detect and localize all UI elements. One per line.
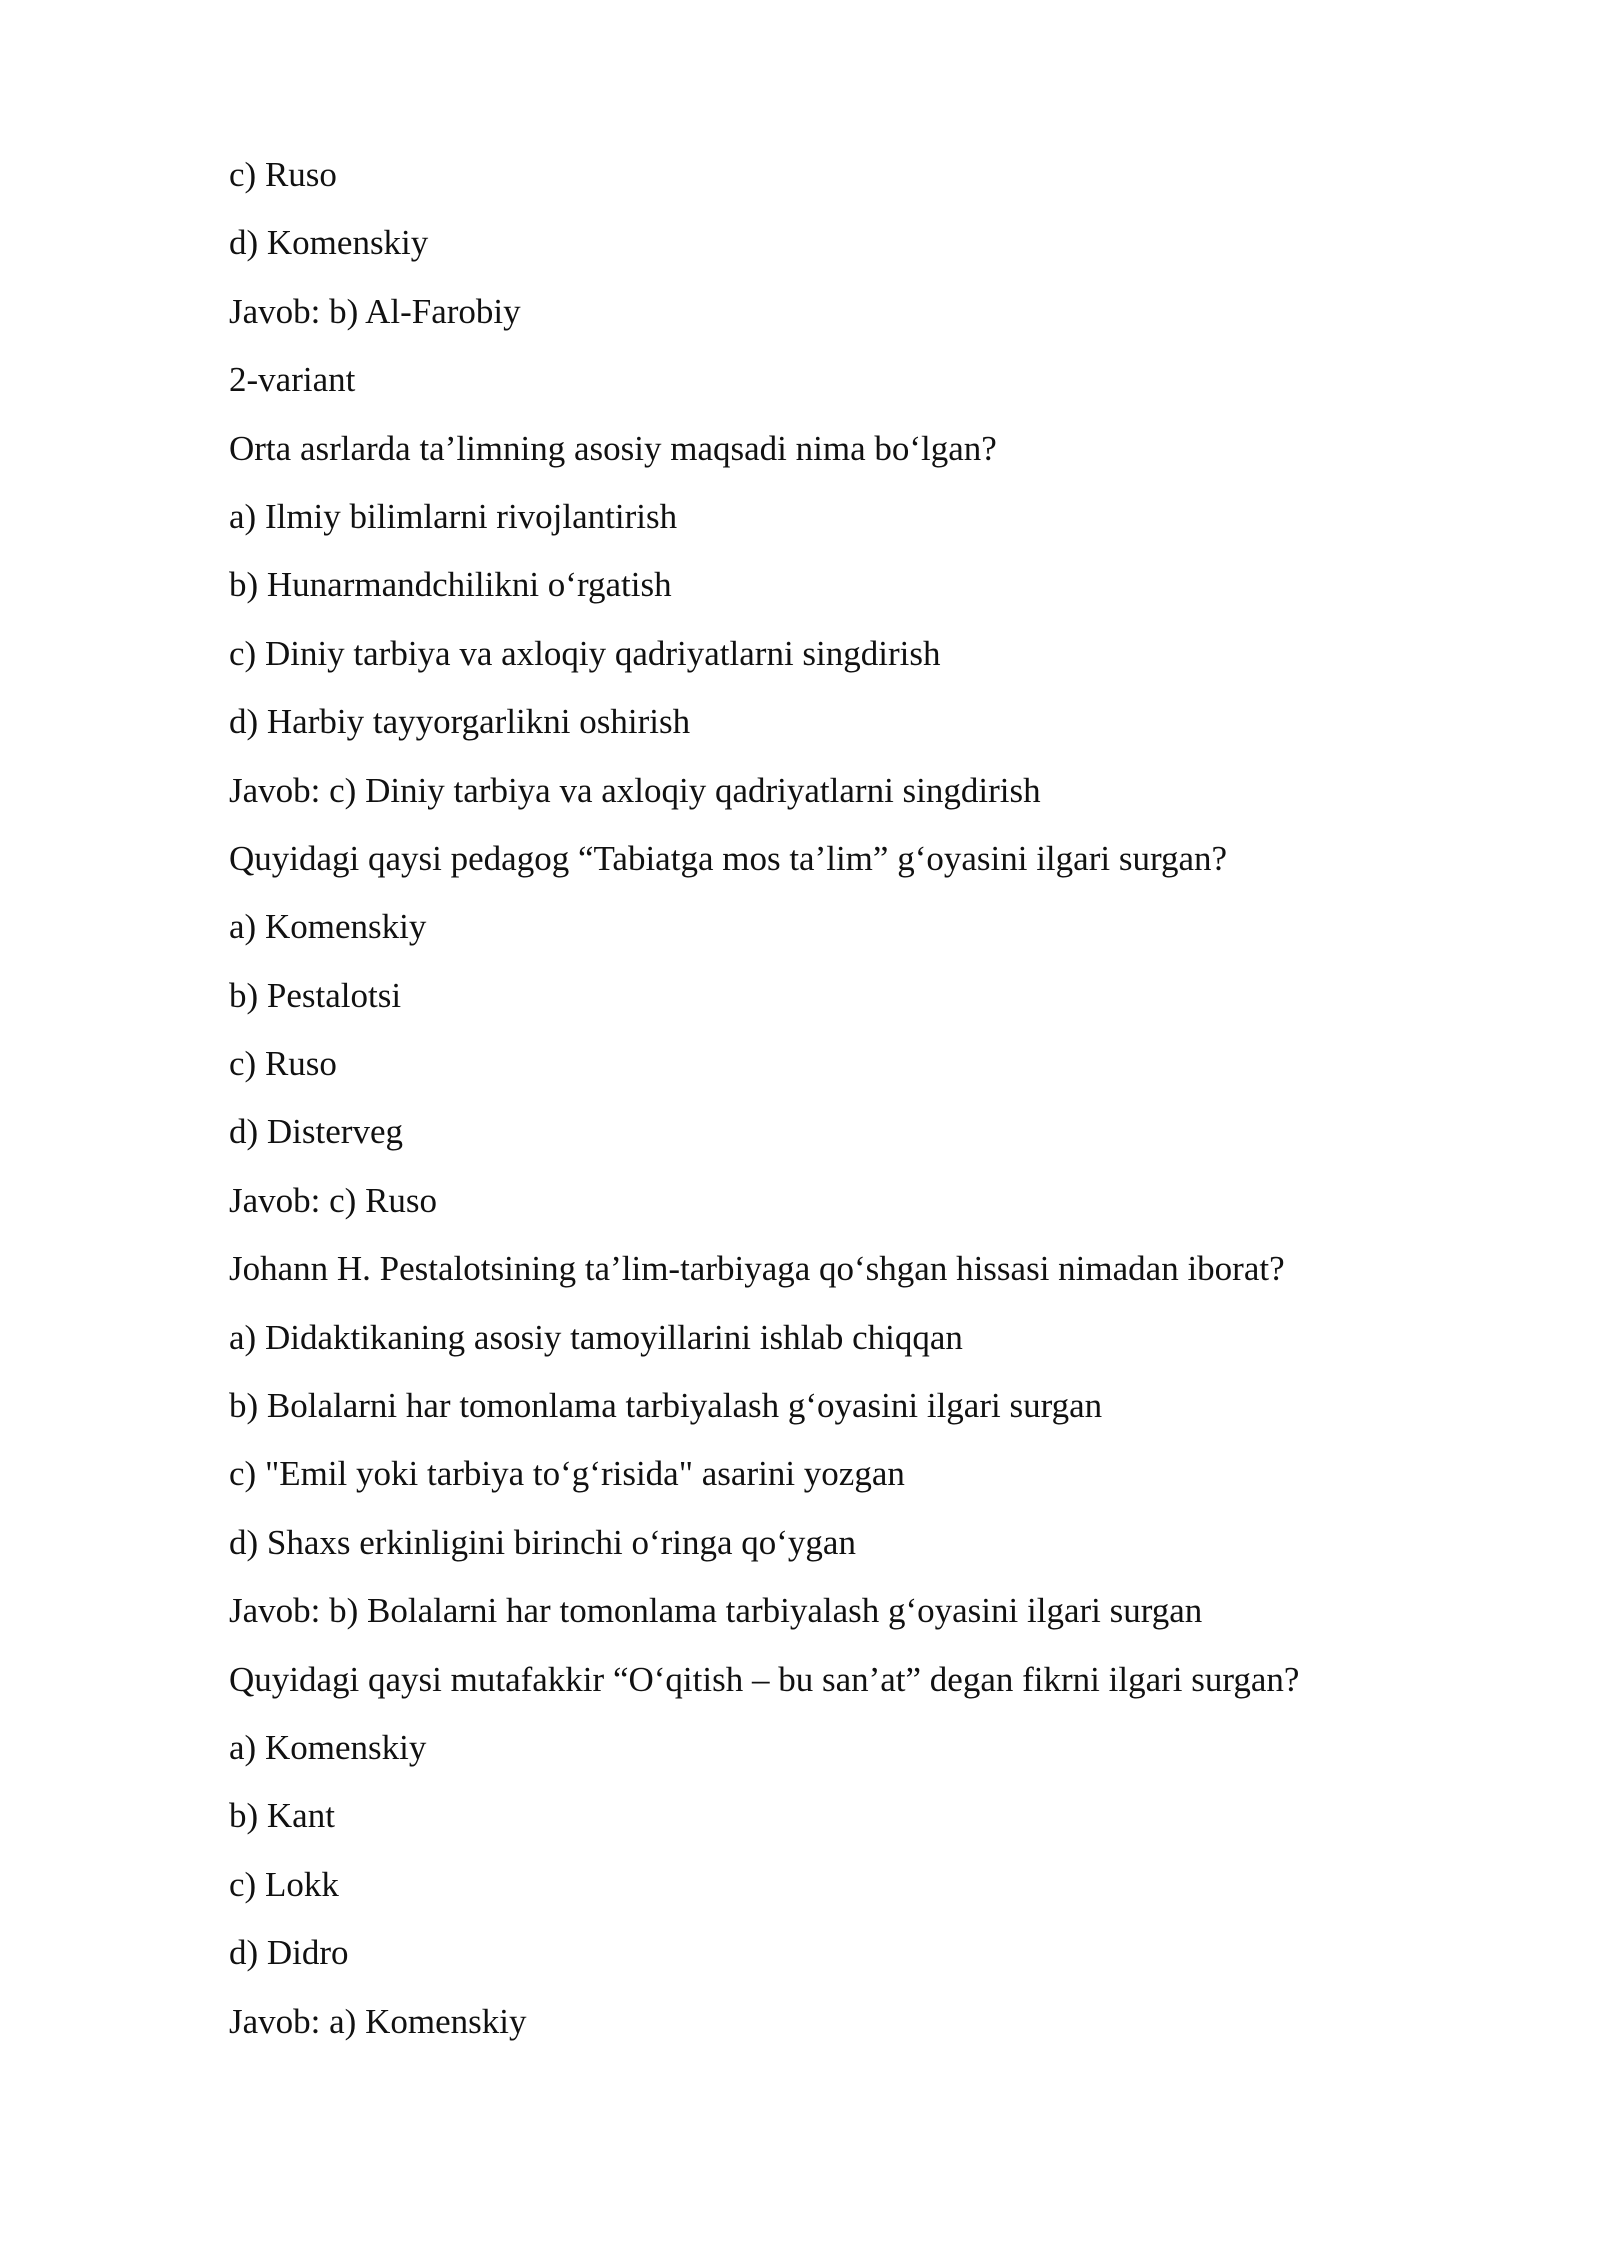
option-line: a) Didaktikaning asosiy tamoyillarini ishlab chiqqan [229,1317,963,1357]
option-line: d) Shaxs erkinligini birinchi o‘ringa qo‘ygan [229,1522,856,1562]
option-line: c) "Emil yoki tarbiya to‘g‘risida" asarini yozgan [229,1454,905,1494]
option-line: b) Kant [229,1796,335,1836]
option-line: c) Lokk [229,1864,339,1904]
option-line: d) Komenskiy [229,223,429,263]
answer-line: Javob: c) Diniy tarbiya va axloqiy qadriyatlarni singdirish [229,770,1041,810]
option-line: d) Disterveg [229,1112,403,1152]
option-line: c) Ruso [229,1044,337,1084]
answer-line: Javob: b) Al-Farobiy [229,291,521,331]
section-heading: 2-variant [229,360,356,400]
question-line: Orta asrlarda ta’limning asosiy maqsadi nima bo‘lgan? [229,428,997,468]
question-line: Johann H. Pestalotsining ta’lim-tarbiyaga qo‘shgan hissasi nimadan iborat? [229,1249,1285,1289]
option-line: a) Komenskiy [229,1727,427,1767]
option-line: c) Ruso [229,155,337,194]
document-body [229,148,1409,2063]
option-line: a) Ilmiy bilimlarni rivojlantirish [229,496,678,536]
option-line: b) Bolalarni har tomonlama tarbiyalash g‘oyasini ilgari surgan [229,1386,1103,1426]
question-line: Quyidagi qaysi mutafakkir “O‘qitish – bu san’at” degan fikrni ilgari surgan? [229,1659,1300,1699]
option-line: b) Pestalotsi [229,975,402,1015]
option-line: a) Komenskiy [229,907,427,947]
answer-line: Javob: c) Ruso [229,1180,438,1220]
option-line: d) Harbiy tayyorgarlikni oshirish [229,702,691,742]
option-line: b) Hunarmandchilikni o‘rgatish [229,565,672,605]
answer-line: Javob: b) Bolalarni har tomonlama tarbiyalash g‘oyasini ilgari surgan [229,1591,1203,1631]
question-line: Quyidagi qaysi pedagog “Tabiatga mos ta’lim” g‘oyasini ilgari surgan? [229,838,1228,878]
answer-line: Javob: a) Komenskiy [229,2001,527,2041]
option-line: d) Didro [229,1933,349,1973]
option-line: c) Diniy tarbiya va axloqiy qadriyatlarni singdirish [229,633,941,673]
